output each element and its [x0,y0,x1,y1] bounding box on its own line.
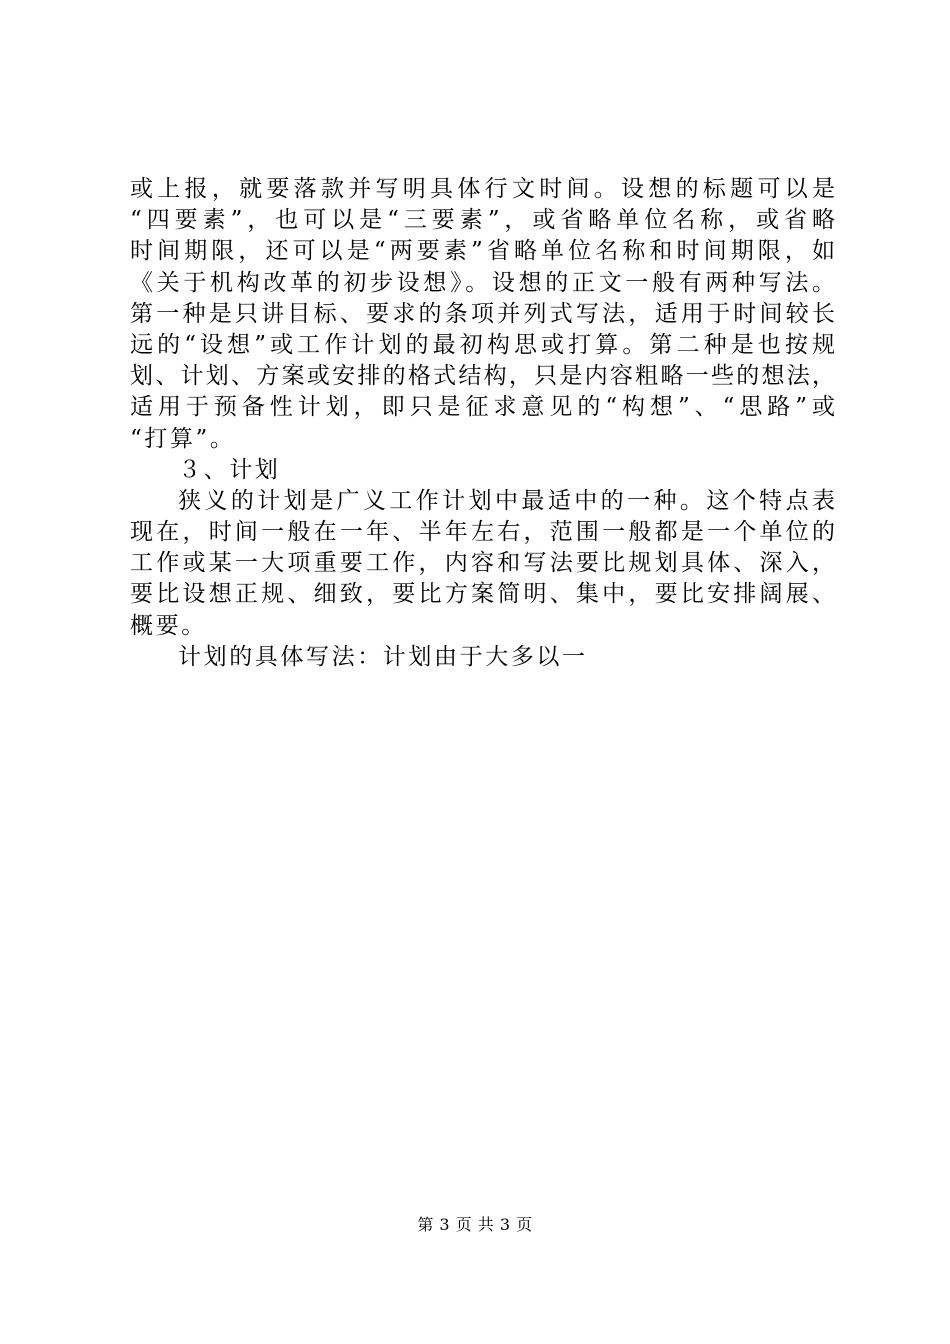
text-line: 工作或某一大项重要工作，内容和写法要比规划具体、深入， [130,550,835,577]
text-line: 《关于机构改革的初步设想》。设想的正文一般有两种写法。 [130,269,835,296]
text-line: 时间期限，还可以是“两要素”省略单位名称和时间期限，如 [130,238,835,265]
text-line: 第一种是只讲目标、要求的条项并列式写法，适用于时间较长 [130,300,835,327]
section-heading: ３、计划 [178,456,281,483]
page-footer: 第 3 页 共 3 页 [417,1215,533,1234]
text-line: 适用于预备性计划，即只是征求意见的“构想”、“思路”或 [130,394,835,421]
text-line: “打算”。 [130,425,236,452]
text-line: 要比设想正规、细致，要比方案简明、集中，要比安排阔展、 [130,581,835,608]
text-line: 或上报，就要落款并写明具体行文时间。设想的标题可以是 [130,176,835,202]
text-line: 远的“设想”或工作计划的最初构思或打算。第二种是也按规 [130,331,835,358]
body-text [130,174,835,673]
text-line: 狭义的计划是广义工作计划中最适中的一种。这个特点表 [178,487,835,514]
text-line: 概要。 [130,612,207,639]
text-line: 计划的具体写法：计划由于大多以一 [178,643,588,670]
text-line: 划、计划、方案或安排的格式结构，只是内容粗略一些的想法， [130,363,835,390]
text-line: 现在，时间一般在一年、半年左右，范围一般都是一个单位的 [130,519,835,546]
text-line: “四要素”，也可以是“三要素”，或省略单位名称，或省略 [130,207,835,234]
